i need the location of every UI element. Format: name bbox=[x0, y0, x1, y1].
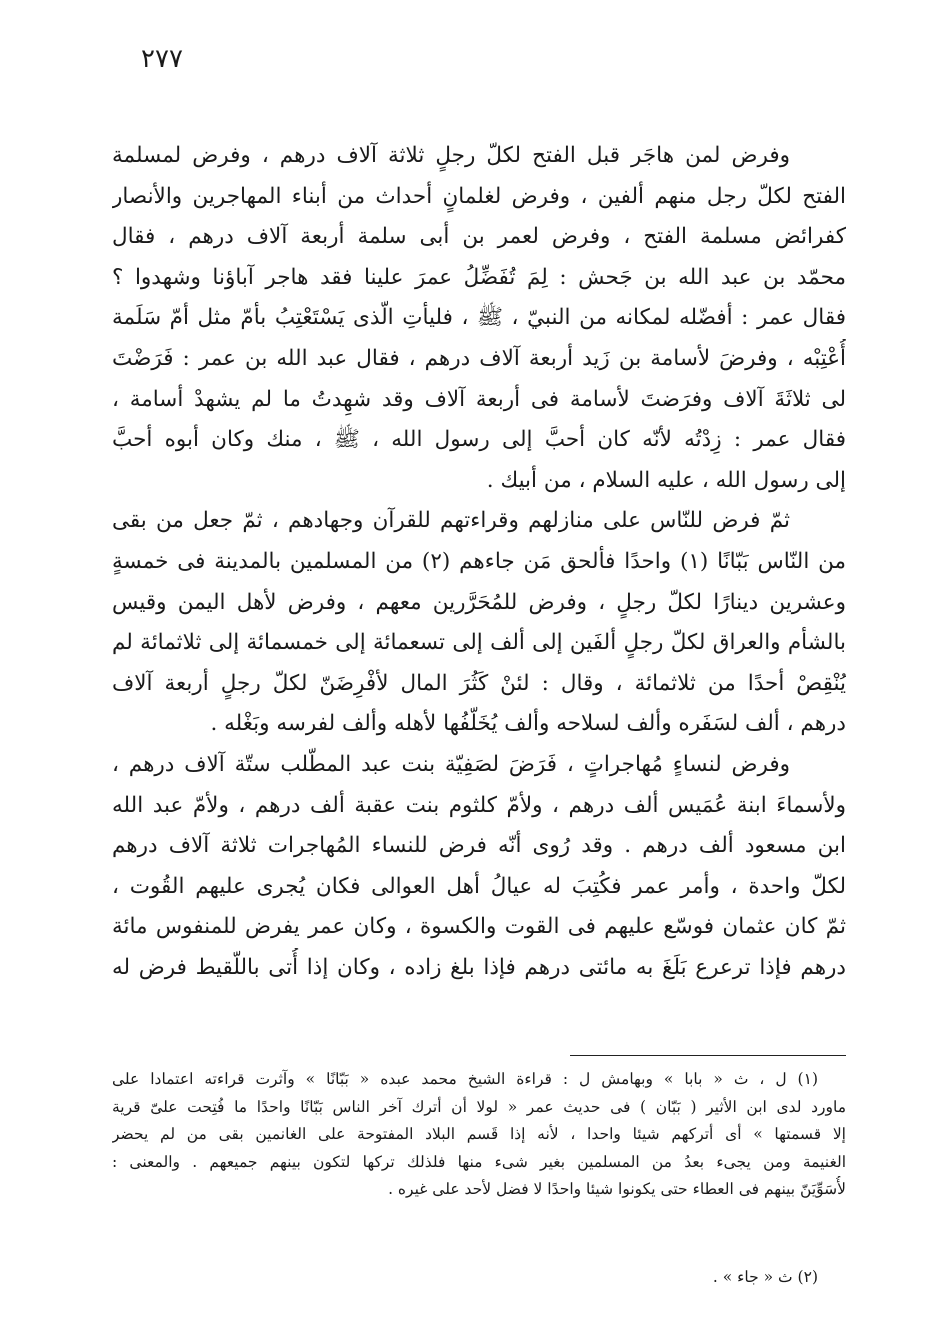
footnote-line: الغنيمة ومن يجىء بعدُ من المسلمين بغير شىء منها فلذلك تركها لتكون بينهم جميعهم . والمعنى : bbox=[112, 1152, 846, 1171]
footnote-2: (٢) ث « جاء » . bbox=[712, 1268, 818, 1286]
text-line: لكلّ واحدة ، وأمر عمر فكُتِبَ له عيالُ أهل العوالى فكان يُجرى عليهم القُوت ، bbox=[112, 873, 846, 899]
main-text bbox=[112, 136, 846, 988]
text-line: ثمّ كان عثمان فوسّع عليهم فى القوت والكسوة ، وكان عمر يفرض للمنفوس مائة bbox=[112, 914, 846, 940]
page-number: ٢٧٧ bbox=[141, 44, 183, 74]
text-line: ابن مسعود ألف درهم . وقد رُوى أنّه فرض للنساء المُهاجرات ثلاثة آلاف درهم bbox=[112, 833, 846, 859]
paragraph bbox=[112, 745, 846, 989]
text-line: وفرض لنساءٍ مُهاجراتٍ ، فَرَضَ لصَفِيّة بنت عبد المطّلب ستّة آلاف درهم ، bbox=[112, 751, 790, 777]
text-line: وعشرين دينارًا لكلّ رجلٍ ، وفرض للمُحَرَّرين معهم ، وفرض لأهل اليمن وقيس bbox=[112, 589, 846, 615]
text-line: الفتح لكلّ رجل منهم ألفين ، وفرض لغلمانٍ أحداث من أبناء المهاجرين والأنصار bbox=[112, 183, 846, 209]
footnote-line: لأُسَوِّيَنّ بينهم فى العطاء حتى يكونوا شيئا واحدًا لا فضل لأحد على غيره . bbox=[388, 1180, 846, 1198]
text-line: كفرائض مسلمة الفتح ، وفرض لعمر بن أبى سلمة أربعة آلاف درهم ، فقال bbox=[112, 224, 846, 250]
footnote-1 bbox=[112, 1066, 846, 1204]
footnote-line: (١) ل ، ث « بابا » وبهامش ل : قراءة الشيخ محمد عبده « بَبّانًا » وآثرت قراءته اعتمادا على bbox=[112, 1070, 818, 1088]
text-line: يُنْقِصْ أحدًا من ثلاثمائة ، وقال : لئنْ كَثُرَ المال لأفْرِضَنّ لكلّ رجلٍ أربعة آلاف bbox=[112, 670, 846, 696]
text-line: من النّاس بَبّانًا (١) واحدًا فألحق مَن جاءهم (٢) من المسلمين بالمدينة فى خمسةٍ bbox=[112, 548, 846, 574]
paragraph bbox=[112, 136, 846, 501]
text-line: ثمّ فرض للنّاس على منازلهم وقراءتهم للقرآن وجهادهم ، ثمّ جعل من بقى bbox=[112, 508, 790, 534]
footnote-line: ماورد لدى ابن الأثير ( بَبّان ) فى حديث عمر « لولا أن أترك آخر الناس بَبّانًا واحدًا ما فُتِحت علىّ قرية bbox=[112, 1097, 846, 1116]
text-line: بالشأم والعراق لكلّ رجلٍ ألفَين إلى ألف إلى تسعمائة إلى خمسمائة إلى ثلاثمائة لم bbox=[112, 630, 846, 656]
footnotes bbox=[112, 1066, 846, 1286]
footnote-separator bbox=[570, 1055, 846, 1056]
text-line: محمّد بن عبد الله بن جَحش : لِمَ تُفَضِّلُ عمرَ علينا فقد هاجر آباؤنا وشهدوا ؟ bbox=[112, 264, 846, 290]
text-line: أُعْتِبْه ، وفرضَ لأسامة بن زَيد أربعة آلاف درهم ، فقال عبد الله بن عمر : فَرَضْتَ bbox=[112, 345, 846, 371]
text-line: درهم فإذا ترعرع بَلَغَ به مائتى درهم فإذا بلغ زاده ، وكان إذا أُتى باللّقيط فرض له bbox=[112, 954, 846, 980]
text-line: فقال عمر : أفضّله لمكانه من النبيّ ، ﷺ ، فليأتِ الّذى يَسْتَعْتِبُ بأمّ مثل أمّ سَلَمة bbox=[112, 305, 846, 331]
text-line: لى ثلاثَةَ آلاف وفرَضتَ لأسامة فى أربعة آلاف وقد شهِدتُ ما لم يشهدْ أسامة ، bbox=[112, 386, 846, 412]
text-line: إلى رسول الله ، عليه السلام ، من أبيك . bbox=[486, 467, 846, 493]
text-line: درهم ، ألف لسَفَره وألف لسلاحه وألف يُخَلّفُها لأهله وألف لفرسه وبَغْله . bbox=[210, 711, 846, 737]
text-line: فقال عمر : زِدْتُه لأنّه كان أحبَّ إلى رسول الله ، ﷺ ، منك وكان أبوه أحبَّ bbox=[112, 427, 846, 453]
text-line: ولأسماءَ ابنة عُمَيس ألف درهم ، ولأمّ كلثوم بنت عقبة ألف درهم ، ولأمّ عبد الله bbox=[112, 792, 846, 818]
footnote-line: إلا قسمتها » أى أتركهم شيئا واحدا ، لأنه إذا قَسم البلاد المفتوحة على الغانمين بقى من لم يحضر bbox=[112, 1125, 846, 1143]
text-line: وفرض لمن هاجَر قبل الفتح لكلّ رجلٍ ثلاثة آلاف درهم ، وفرض لمسلمة bbox=[112, 143, 790, 168]
paragraph bbox=[112, 501, 846, 745]
